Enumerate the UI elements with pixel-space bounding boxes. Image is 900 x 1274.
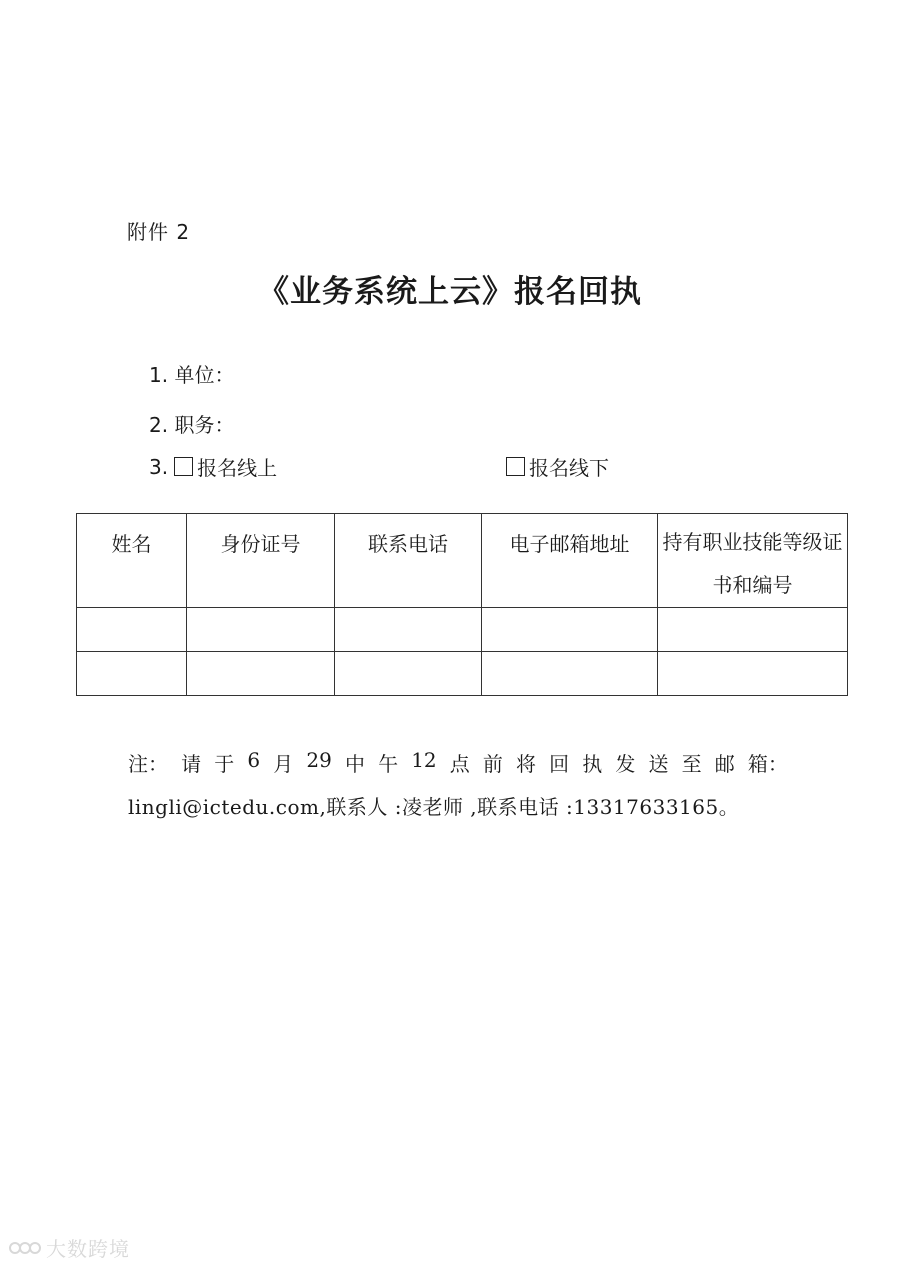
note-token: 发 (615, 752, 636, 776)
header-phone: 联系电话 (335, 514, 482, 608)
header-id-number: 身份证号 (187, 514, 335, 608)
table-row (77, 652, 848, 696)
note-token: 于 (214, 752, 235, 776)
note-token: 送 (648, 752, 669, 776)
note-token: 12 (411, 748, 437, 772)
table-cell[interactable] (482, 608, 658, 652)
note-token: 请 (181, 752, 202, 776)
note-token: 注： (128, 752, 168, 776)
header-name: 姓名 (77, 514, 187, 608)
online-label: 报名线上 (197, 456, 278, 480)
watermark (8, 1233, 130, 1262)
page-title: 《业务系统上云》报名回执 (258, 274, 642, 310)
table-cell[interactable] (335, 608, 482, 652)
note-token: 至 (681, 752, 702, 776)
online-checkbox[interactable] (174, 457, 193, 476)
registration-mode-row (149, 452, 709, 482)
note-token: 执 (582, 752, 603, 776)
offline-checkbox[interactable] (506, 457, 525, 476)
attachment-label: 附件 2 (127, 220, 191, 244)
offline-label: 报名线下 (529, 456, 609, 480)
watermark-text: 大数跨境 (46, 1237, 130, 1261)
note-line-2: lingli@ictedu.com,联系人 :凌老师 ,联系电话 :13317633165。 (128, 795, 740, 819)
unit-field-label: 1. 单位： (149, 363, 235, 387)
table-cell[interactable] (187, 608, 335, 652)
option-offline[interactable] (506, 452, 609, 481)
table-cell[interactable] (658, 608, 848, 652)
note-token: 中 (344, 752, 365, 776)
header-email: 电子邮箱地址 (482, 514, 658, 608)
note-token: 将 (516, 752, 537, 776)
position-field-label: 2. 职务： (149, 413, 235, 437)
mode-prefix: 3. (149, 454, 169, 479)
table-cell[interactable] (187, 652, 335, 696)
watermark-logo-icon (8, 1237, 42, 1259)
table-cell[interactable] (335, 652, 482, 696)
note-token: 点 (449, 752, 470, 776)
note-token: 箱： (747, 752, 788, 776)
note-token: 邮 (714, 752, 735, 776)
note-token: 午 (378, 752, 399, 776)
table-cell[interactable] (77, 652, 187, 696)
table-cell[interactable] (658, 652, 848, 696)
header-certificate: 持有职业技能等级证书和编号 (658, 514, 848, 608)
note-token: 月 (273, 752, 294, 776)
table-header-row (77, 514, 848, 608)
table-cell[interactable] (482, 652, 658, 696)
table-cell[interactable] (77, 608, 187, 652)
note-token: 前 (482, 752, 503, 776)
registration-table (76, 513, 848, 696)
note-line-1 (128, 748, 788, 777)
note-token: 29 (306, 748, 332, 772)
note-token: 6 (247, 748, 261, 772)
note-token: 回 (549, 752, 570, 776)
table-row (77, 608, 848, 652)
option-online[interactable] (149, 452, 277, 481)
